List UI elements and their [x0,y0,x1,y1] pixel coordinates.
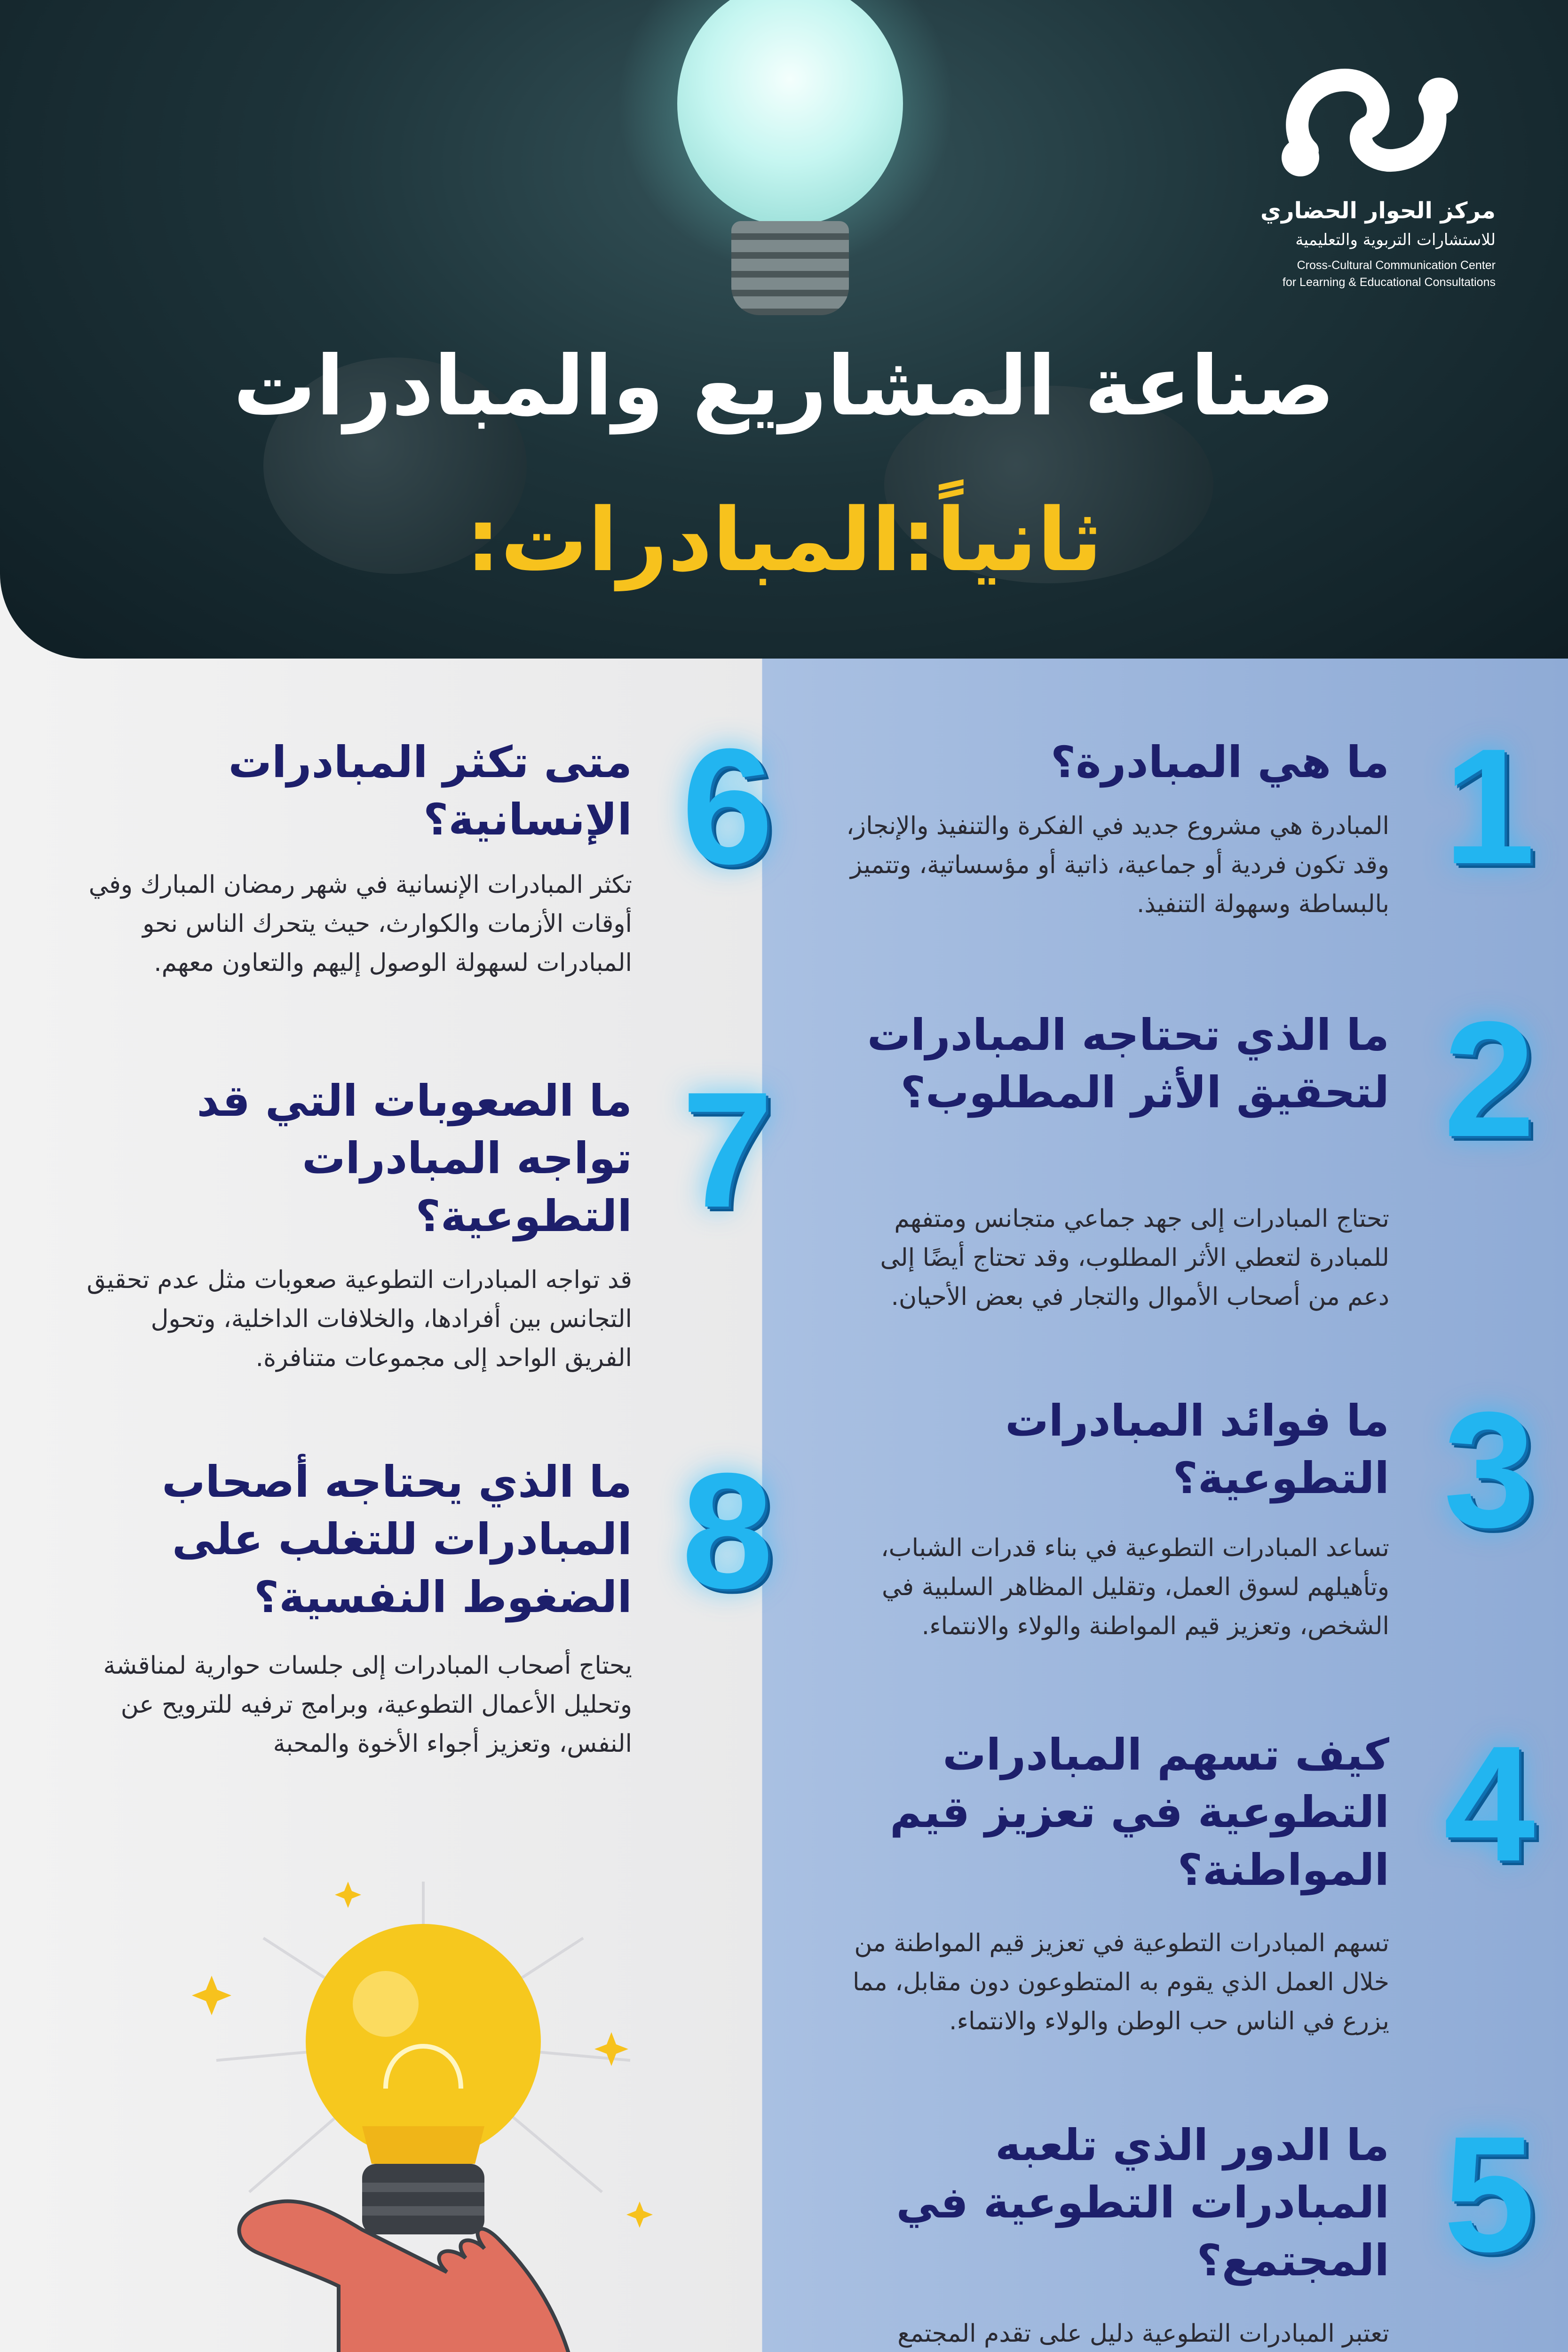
item-6 [0,715,1568,1054]
header-banner [0,0,1568,659]
answer-4: تسهم المبادرات التطوعية في تعزيز قيم المواطنة من خلال العمل الذي يقوم به المتطوعون دون مقابل، مما يزرع في الناس حب الوطن والولاء والانتماء. [853,1929,1389,2036]
logo-mark-icon [1275,56,1463,183]
page-subtitle: ثانياً:المبادرات: [466,489,1102,591]
answer-1: المبادرة هي مشروع جديد في الفكرة والتنفيذ والإنجاز، وقد تكون فردية أو جماعية، ذاتية أو مؤسساتية، وتتميز بالبساطة وسهولة التنفيذ. [846,812,1389,919]
page-title: صناعة المشاريع والمبادرات [233,339,1335,434]
question-5: ما الدور الذي تلعبه المبادرات التطوعية في المجتمع؟ [896,2120,1389,2286]
item-8 [0,1439,1568,1835]
number-8: 8 [681,1439,773,1623]
number-3: 3 [1443,1378,1535,1562]
number-6: 6 [681,715,773,898]
question-6: متى تكثر المبادرات الإنسانية؟ [228,737,632,845]
answer-7: قد تواجه المبادرات التطوعية صعوبات مثل عدم تحقيق التجانس بين أفرادها، والخلافات الداخلية، وتحول الفريق الواحد إلى مجموعات متنافرة. [87,1266,632,1373]
question-7: ما الصعوبات التي قد تواجه المبادرات التطوعية؟ [197,1076,632,1241]
number-5: 5 [1443,2102,1535,2286]
question-2: ما الذي تحتاجه المبادرات لتحقيق الأثر المطلوب؟ [867,1010,1389,1118]
answer-3: تساعد المبادرات التطوعية في بناء قدرات الشباب، وتأهيلهم لسوق العمل، وتقليل المظاهر السلبية في الشخص، وتعزيز قيم المواطنة والولاء والانتماء. [880,1534,1389,1641]
center-logo [1242,56,1496,310]
logo-subtitle-ar: للاستشارات التربوية والتعليمية [1295,230,1496,249]
bulb-base [731,221,849,315]
answer-2: تحتاج المبادرات إلى جهد جماعي متجانس ومتفهم للمبادرة لتعطي الأثر المطلوب، وقد تحتاج أيضًا إلى دعم من أصحاب الأموال والتجار في بعض الأحيان. [880,1205,1389,1311]
question-1: ما هي المبادرة؟ [1050,737,1389,787]
question-3: ما فوائد المبادرات التطوعية؟ [1005,1396,1389,1504]
question-8: ما الذي يحتاجه أصحاب المبادرات للتغلب على الضغوط النفسية؟ [162,1457,632,1622]
bulb-glass-icon [306,1924,541,2159]
answer-6: تكثر المبادرات الإنسانية في شهر رمضان المبارك وفي أوقات الأزمات والكوارث، حيث يتحرك الناس نحو المبادرات لسهولة الوصول إليهم والتعاون معهم. [88,871,632,977]
number-2: 2 [1443,987,1535,1171]
logo-name-en: Cross-Cultural Communication Center [1297,259,1496,272]
bulb-socket-icon [362,2164,484,2234]
answer-5: تعتبر المبادرات التطوعية دليل على تقدم المجتمع [897,2320,1389,2348]
hand-bulb-box-illustration [141,1863,715,2352]
logo-subtitle-en: for Learning & Educational Consultations [1282,276,1496,289]
logo-name-ar: مركز الحوار الحضاري [1260,198,1496,224]
question-4: كيف تسهم المبادرات التطوعية في تعزيز قيم المواطنة؟ [890,1730,1389,1895]
number-4: 4 [1443,1712,1535,1896]
number-1: 1 [1443,715,1535,898]
answer-8: يحتاج أصحاب المبادرات إلى جلسات حوارية لمناقشة وتحليل الأعمال التطوعية، وبرامج ترفيه للترويح عن النفس، وتعزيز أجواء الأخوة والمحبة [103,1652,632,1758]
number-7: 7 [681,1058,773,1242]
